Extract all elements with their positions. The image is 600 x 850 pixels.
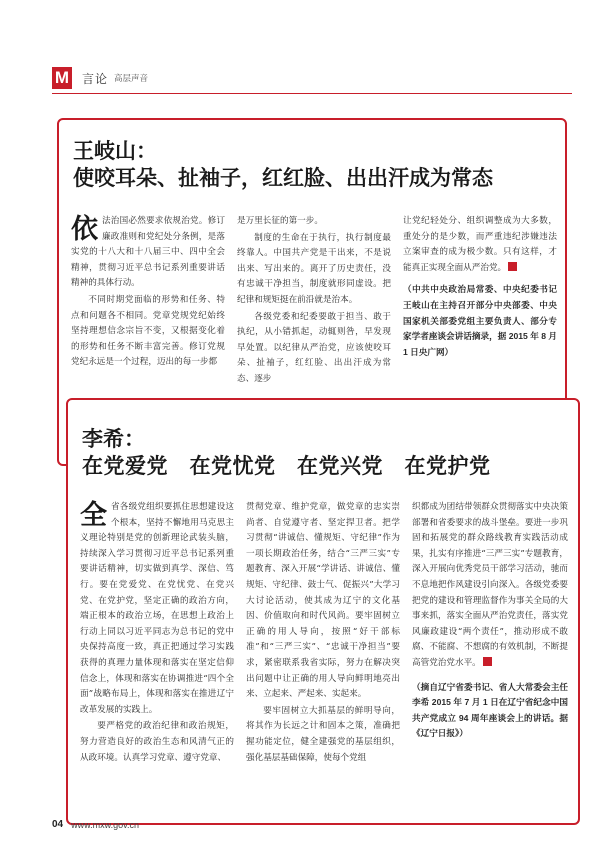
article-column-2 [237, 214, 391, 384]
article-title [73, 138, 553, 192]
article-card-li-xi [66, 398, 580, 825]
subsection-title: 高层声音 [114, 73, 149, 83]
end-mark-icon [483, 657, 492, 666]
source-note: （中共中央政治局常委、中央纪委书记王岐山在主持召开部分中央部委、中央国家机关部委党组主要负责人、部分专家学者座谈会讲话摘录，据 2015 年 8 月 1 日央广网） [403, 284, 557, 357]
drop-cap: 全 [80, 500, 107, 531]
article-column-1 [80, 500, 234, 818]
magazine-logo: M [52, 67, 72, 89]
end-mark-icon [508, 262, 517, 271]
header-divider [52, 93, 572, 94]
paragraph: 贯彻党章、维护党章，做党章的忠实崇尚者、自觉遵守者、坚定捍卫者。把学习贯彻“讲诚信、懂规矩、守纪律”作为一项长期政治任务，结合“三严三实”专题教育、深入开展“学讲话、讲诚信、懂规矩、守纪律、鼓士气、促振兴”大学习大讨论活动，使其成为辽宁的文化基因、价值取向和时代风尚。要牢固树立正确的用人导向，按照“好干部标准”和“三严三实”、“忠诚干净担当”要求，紧密联系我省实际，努力在解决突出问题中让正确的用人导向鲜明地亮出来、立起来、严起来、实起来。 [246, 502, 400, 700]
page-header [52, 66, 148, 90]
paragraph: 依法治国必然要求依规治党。修订廉政准则和党纪处分条例，是落实党的十八大和十八届三中、四中全会精神，贯彻习近平总书记系列重要讲话精神的具体行动。 [71, 214, 225, 289]
page-footer [52, 819, 139, 830]
paragraph: 织都成为团结带领群众贯彻落实中央决策部署和省委要求的战斗堡垒。要进一步巩固和拓展党的群众路线教育实践活动成果，扎实有序推进“三严三实”专题教育，深入开展向优秀党员干部学习活动，驰而不息地把作风建设引向深入。各级党委要把党的建设和管理监督作为事关全局的大事来抓，落实全面从严治党责任，落实党风廉政建设“两个责任”，推动形成不敢腐、不能腐、不想腐的有效机制，不断提高管党治党水平。 [412, 502, 568, 668]
article-column-3 [403, 214, 557, 400]
paragraph: 制度的生命在于执行，执行制度最终靠人。中国共产党是干出来，不是说出来、写出来的。离开了历史责任，没有忠诚干净担当，制度就形同虚设。把纪律和规矩挺在前沿就是治本。 [237, 232, 391, 305]
paragraph: 是万里长征的第一步。 [237, 216, 323, 226]
article-column-3 [412, 500, 568, 818]
drop-cap: 依 [71, 214, 98, 245]
paragraph: 不同时期党面临的形势和任务、特点和问题各不相同。党章党规党纪始终坚持理想信念宗旨不变，又根据变化着的形势和任务不断丰富完善。修订党规党纪永远是一个过程，迈出的每一步都 [71, 294, 225, 368]
article-column-1 [71, 214, 225, 368]
page-number: 04 [52, 819, 64, 830]
section-title: 言论 [82, 71, 109, 86]
paragraph: 各级党委和纪委要敢于担当、敢于执纪，从小错抓起，动辄则咎，早发现早处置。以纪律从严治党，应该使咬耳朵、扯袖子，红红脸、出出汗成为常态、逐步 [237, 311, 391, 384]
paragraph: 让党纪轻处分、组织调整成为大多数，重处分的是少数，而严重违纪涉嫌违法立案审查的成为极少数。只有这样，才能真正实现全面从严治党。 [403, 216, 557, 273]
speaker-name: 李希： [82, 427, 145, 451]
speaker-name: 王岐山： [73, 139, 157, 163]
paragraph: 要严格党的政治纪律和政治规矩，努力营造良好的政治生态和风清气正的从政环境。认真学习党章、遵守党章、 [80, 721, 234, 763]
paragraph: 要牢固树立大抓基层的鲜明导向，将其作为长远之计和固本之策，准确把握功能定位，健全建强党的基层组织，强化基层基础保障，使每个党组 [246, 705, 400, 763]
paragraph: 全省各级党组织要抓住思想建设这个根本，坚持不懈地用马克思主义理论特别是党的创新理论武装头脑，持续深入学习贯彻习近平总书记系列重要讲话精神，切实做到真学、深信、笃行。要在党爱党、在党忧党、在党兴党、在党护党，坚定正确的政治方向，端正根本的政治立场，在思想上政治上行动上同以习近平同志为总书记的党中央保持高度一致，真正把通过学习实践获得的真理力量体现和落实在坚定信仰信念上，体现和落实在协调推进“四个全面”战略布局上，体现和落实在推进辽宁改革发展的实践上。 [80, 500, 234, 715]
website-link[interactable]: www.mxw.gov.cn [71, 819, 139, 830]
source-note: （摘自辽宁省委书记、省人大常委会主任李希 2015 年 7 月 1 日在辽宁省纪念中国共产党成立 94 周年座谈会上的讲话。据《辽宁日报》） [412, 681, 568, 739]
article-headline: 使咬耳朵、扯袖子，红红脸、出出汗成为常态 [73, 166, 493, 190]
article-headline: 在党爱党 在党忧党 在党兴党 在党护党 [82, 454, 491, 478]
article-column-2 [246, 500, 400, 818]
article-title [82, 426, 562, 480]
